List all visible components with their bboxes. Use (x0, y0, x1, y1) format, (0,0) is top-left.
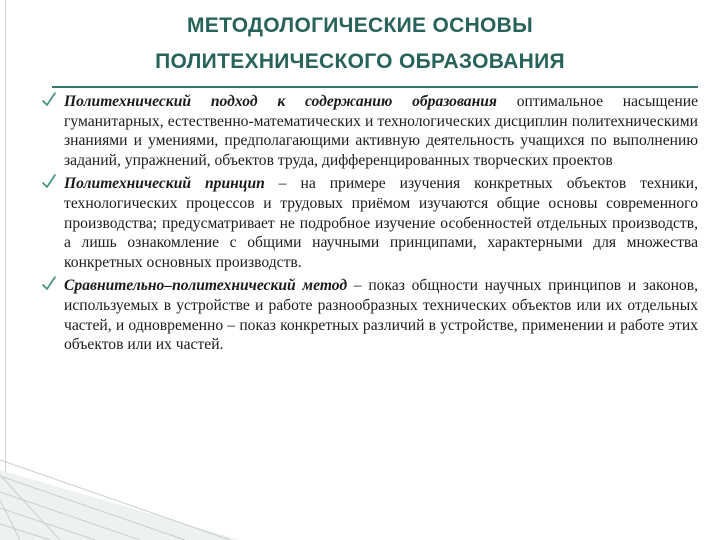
checkmark-icon (42, 174, 56, 190)
list-item (40, 276, 698, 354)
item-term: Сравнительно–политехнический метод (64, 277, 348, 295)
list-item (40, 174, 698, 272)
title-divider (52, 86, 698, 88)
checkmark-icon (42, 92, 56, 108)
item-text: – показ общности научных принципов и законов, используемых в устройстве и работе разнообразных технических объектов или их отдельных частей, и одновременно – показ конкретных различий в устройстве, применении и работе этих объектов или их частей. (64, 277, 698, 354)
checkmark-icon (42, 276, 56, 292)
corner-decoration (0, 430, 240, 540)
item-text: оптимальное насыщение гуманитарных, естественно-математических и технологических дисциплин политехническими знаниями и умениями, предполагающими активную деятельность учащихся по выполнению заданий, упражнений, объектов труда, дифференцированных творческих проектов (64, 93, 698, 169)
title-line-1: МЕТОДОЛОГИЧЕСКИЕ ОСНОВЫ (186, 14, 533, 37)
item-text: – на примере изучения конкретных объектов техники, технологических процессов и трудовых приёмом изучаются общие основы современного производства; предусматривает не подробное изучение особенностей отдельных производств, а лишь ознакомление с общими научными принципами, характерными для множества конкретных основных производств. (64, 175, 699, 271)
list-item (40, 92, 698, 170)
item-term: Политехнический принцип (64, 175, 265, 193)
title-line-2: ПОЛИТЕХНИЧЕСКОГО ОБРАЗОВАНИЯ (155, 50, 565, 73)
item-term: Политехнический подход к содержанию образования (64, 93, 497, 110)
slide-title (40, 8, 680, 80)
bullet-list (40, 92, 698, 359)
